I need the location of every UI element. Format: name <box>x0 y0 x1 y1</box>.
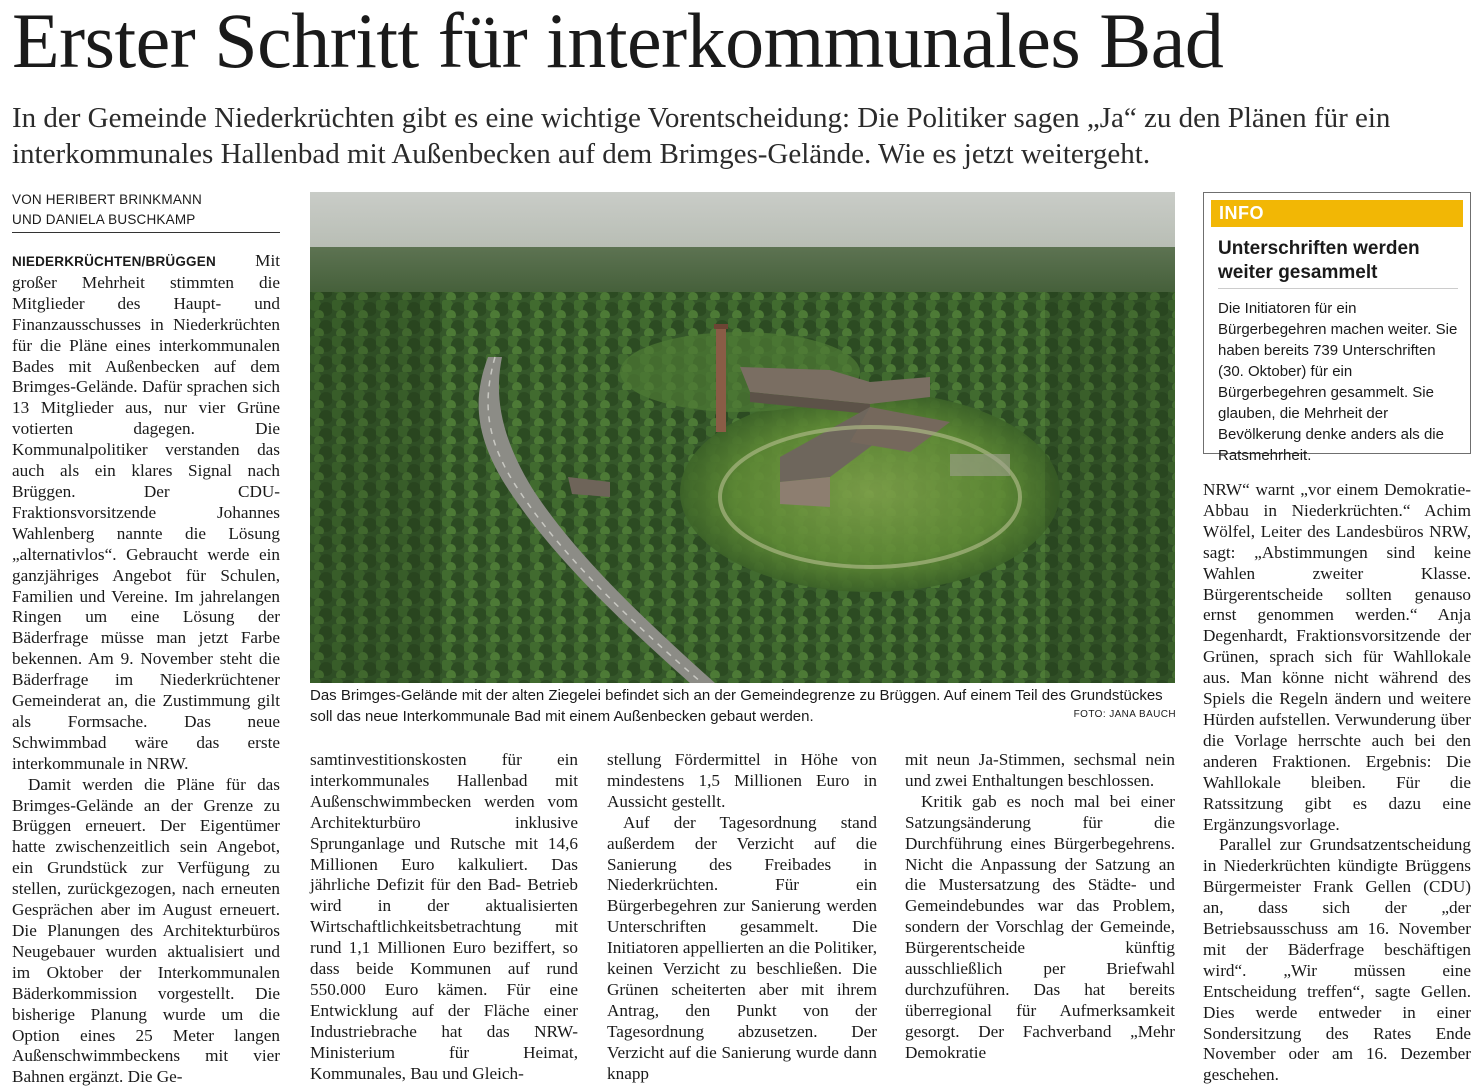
headline: Erster Schritt für interkommunales Bad <box>12 0 1224 84</box>
info-tag: INFO <box>1211 200 1463 227</box>
subheadline: In der Gemeinde Niederkrüchten gibt es eine wichtige Vorentscheidung: Die Politiker sagen „Ja“ zu den Plänen für ein interkommunales Hallenbad mit Außenbecken auf dem Brimges-Gelände. Wie es jetzt weitergeht. <box>12 102 1391 170</box>
photo-caption <box>310 686 1176 727</box>
paragraph: samtinvestitionskosten für ein interkommunales Hallenbad mit Außenschwimmbecken werden vom Architekturbüro inklusive Sprunganlage und Rutsche mit 14,6 Millionen Euro kalkuliert. Das jährliche Defizit für den Bad- Betrieb wird in der aktualisierten Wirtschaftlichkeitsbetrachtung mit rund 1,1 Millionen Euro beziffert, so dass beide Kommunen auf rund 550.000 Euro kämen. Für eine Entwicklung auf der Fläche einer Industriebrache hat das NRW-Ministerium für Heimat, Kommunales, Bau und Gleich- <box>310 750 578 1083</box>
byline-rule <box>12 232 280 233</box>
dateline: NIEDERKRÜCHTEN/BRÜGGEN <box>12 254 216 269</box>
byline-author-1: VON HERIBERT BRINKMANN <box>12 192 202 207</box>
article-column-4 <box>905 750 1175 1073</box>
paragraph: Auf der Tagesordnung stand außerdem der Verzicht auf die Sanierung des Freibades in Niederkrüchten. Für ein Bürgerbegehren zur Sanierung werden Unterschriften gesammelt. Die Initiatoren appellierten an die Politiker, keinen Verzicht zu beschließen. Die Grünen scheiterten aber mit ihrem Antrag, den Punkt von der Tagesordnung abzusetzen. Der Verzicht auf die Sanierung wurde dann knapp <box>607 812 877 1083</box>
article-column-1 <box>12 251 280 1087</box>
paragraph: Damit werden die Pläne für das Brimges-Gelände an der Grenze zu Brüggen erneuert. Der Eigentümer hatte zwischenzeitlich sein Angebot, ein Grundstück zur Verfügung zu stellen, zurückgezogen, nach erneuten Gesprächen aber im August erneuert. Die Planungen des Architekturbüros Neugebauer wurden aktualisiert und im Oktober der Interkommunalen Bäderkommission vorgestellt. Die bisherige Planung wurde um die Option eines 25 Meter langen Außenschwimmbeckens mit vier Bahnen ergänzt. Die Ge- <box>12 774 280 1087</box>
aerial-photo <box>310 192 1175 683</box>
caption-text: Das Brimges-Gelände mit der alten Ziegelei befindet sich an der Gemeindegrenze zu Brüggen. Auf einem Teil des Grundstückes soll das neue Interkommunale Bad mit einem Außenbecken gebaut werden. <box>310 687 1163 725</box>
article-column-5 <box>1203 480 1471 1085</box>
paragraph: NRW“ warnt „vor einem Demokratie-Abbau in Niederkrüchten.“ Achim Wölfel, Leiter des Landesbüros NRW, sagt: „Abstimmungen sind keine Wahlen zweiter Klasse. Bürgerentscheide sollten genauso ernst genommen werden.“ Anja Degenhardt, Fraktionsvorsitzende der Grünen, sprach sich für Wahllokale aus. Man könne nicht während des Spiels die Regeln ändern und weitere Hürden aufstellen. Verwunderung über die Vorlage herrschte auch bei den anderen Fraktionen. Ergebnis: Die Wahllokale bleiben. Für die Ratssitzung gibt es dazu eine Ergänzungsvorlage. <box>1203 480 1471 834</box>
info-body: Die Initiatoren für ein Bürgerbegehren machen weiter. Sie haben bereits 739 Unterschriften (30. Oktober) für ein Bürgerbegehren gesammelt. Sie glauben, die Mehrheit der Bevölkerung denke anders als die Ratsmehrheit. <box>1218 300 1458 464</box>
lead-text: Mit großer Mehrheit stimmten die Mitglieder des Haupt- und Finanzausschusses in Niederkrüchten für die Pläne eines interkommunalen Bades mit Außenbecken auf dem Brimges-Gelände. Dafür sprachen sich 13 Mitglieder aus, nur vier Grüne votierten dagegen. Die Kommunalpolitiker verstanden das auch als ein klares Signal nach Brüggen. Der CDU-Fraktionsvorsitzende Johannes Wahlenberg nannte die Lösung „alternativlos“. Gebraucht werde ein ganzjähriges Angebot für Schulen, Familien und Vereine. Im jahrelangen Ringen um eine Lösung der Bäderfrage müsse man jetzt Farbe bekennen. Am 9. November steht die Bäderfrage im Niederkrüchtener Gemeinderat an, die Zustimmung gilt als Formsache. Das neue Schwimmbad wäre das erste interkommunale in NRW. <box>12 251 280 773</box>
info-title: Unterschriften werden weiter gesammelt <box>1218 238 1420 283</box>
lead-paragraph <box>12 251 280 775</box>
paragraph: Kritik gab es noch mal bei einer Satzungsänderung für die Durchführung eines Bürgerbegehrens. Nicht die Anpassung der Satzung an die Mustersatzung des Städte- und Gemeindebundes war das Problem, sondern der Vorschlag der Gemeinde, Bürgerentscheide künftig ausschließlich per Briefwahl durchzuführen. Das hat bereits überregional für Aufmerksamkeit gesorgt. Der Fachverband „Mehr Demokratie <box>905 791 1175 1062</box>
info-divider <box>1218 288 1458 289</box>
paragraph: mit neun Ja-Stimmen, sechsmal nein und zwei Enthaltungen beschlossen. <box>905 750 1175 790</box>
photo-credit: FOTO: JANA BAUCH <box>1073 708 1176 720</box>
paragraph: Parallel zur Grundsatzentscheidung in Niederkrüchten kündigte Brüggens Bürgermeister Frank Gellen (CDU) an, dass sich der „der Betriebsausschuss am 16. November mit der Bäderfrage beschäftigen wird“. „Wir müssen eine Entscheidung treffen“, sagte Gellen. Dies werde entweder in einer Sondersitzung des Rates Ende November oder am 16. Dezember geschehen. <box>1203 835 1471 1085</box>
byline-author-2: UND DANIELA BUSCHKAMP <box>12 212 196 227</box>
byline <box>12 190 280 233</box>
info-box <box>1203 192 1471 464</box>
aerial-photo-image <box>310 192 1175 683</box>
article-column-3 <box>607 750 877 1083</box>
paragraph: stellung Fördermittel in Höhe von mindestens 1,5 Millionen Euro in Aussicht gestellt. <box>607 750 877 811</box>
article-column-2 <box>310 750 578 1083</box>
